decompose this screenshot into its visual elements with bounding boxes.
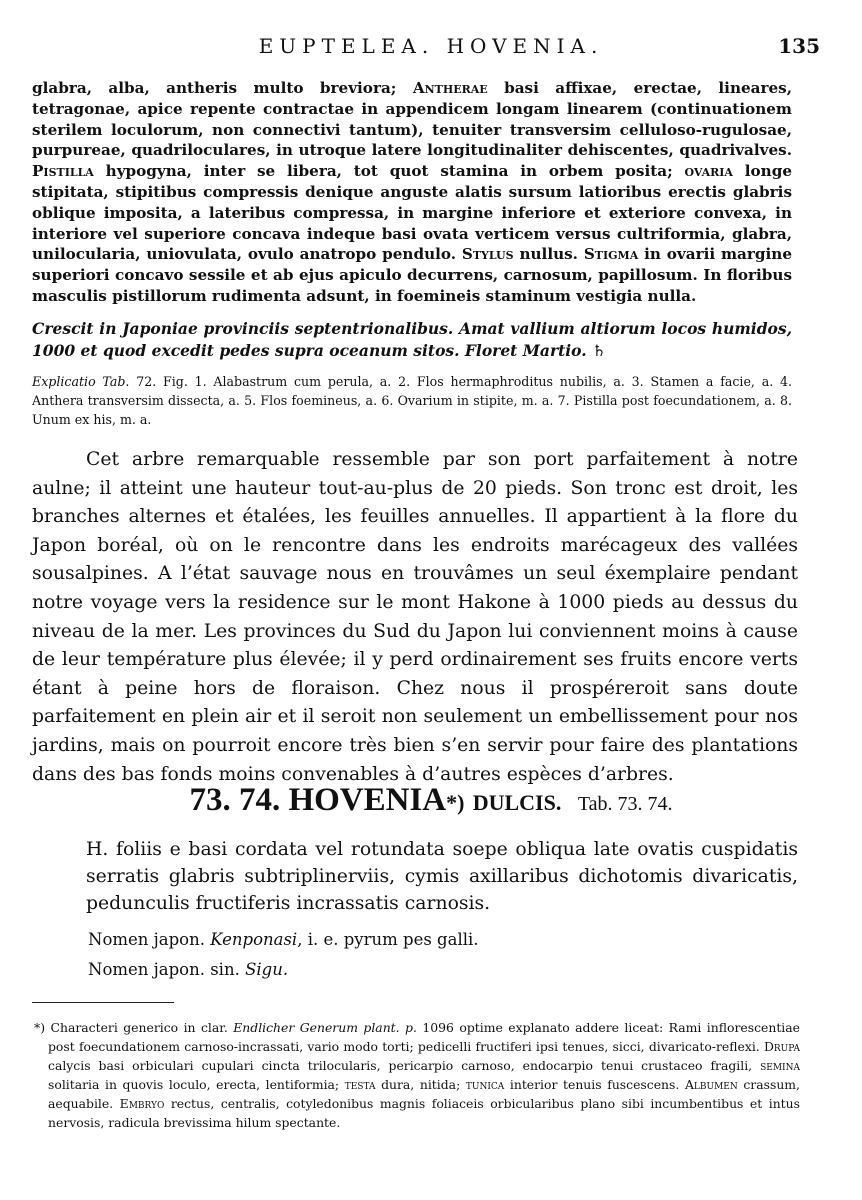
genus-name: HOVENIA xyxy=(288,782,447,818)
desc-text: in ovarii margine superiori concavo sessile et ab ejus apiculo decurrens, carnosum, papillosum. In floribus masculis pistillorum rudimenta adsunt, in foemineis staminum vestigia nulla. xyxy=(32,245,792,305)
explicatio-text: 72. Fig. 1. Alabastrum cum perula, a. 2. Flos hermaphroditus nubilis, a. 3. Stamen a facie, a. 4. Anthera transversim dissecta, a. 5. Flos foemineus, a. 6. Ovarium in stipite, m. a. 7. Pistilla post foecundationem, a. 8. Unum ex his, m. a. xyxy=(32,374,792,427)
footnote xyxy=(34,1018,801,1132)
term-ovaria: ovaria xyxy=(684,162,733,181)
french-paragraph: Cet arbre remarquable ressemble par son port parfaitement à notre aulne; il atteint une hauteur tout-au-plus de 20 pieds. Son tronc est droit, les branches alternes et étalées, les feuilles annuelles. Il appartient à la flore du Japon boréal, où on le rencontre dans les endroits marécageux des vallées sousalpines. A l’état sauvage nous en trouvâmes un seul éxemplaire pendant notre voyage vers la residence sur le mont Hakone à 1000 pieds au dessus du niveau de la mer. Les provinces du Sud du Japon lui conviennent moins à cause de leur température plus élevée; il y perd ordinairement ses fruits encore verts étant à peine hors de floraison. Chez nous il prospéreroit sans doute parfaitement en plein air et il seroit non seulement un embellissement pour nos jardins, mais on pourroit encore très bien s’en servir pour faire des plantations dans des bas fonds moins convenables à d’autres espèces d’arbres. xyxy=(32,449,798,785)
habitat-note: Crescit in Japoniae provinciis septentrionalibus. Amat vallium altiorum locos humidos, 1000 et quod excedit pedes supra oceanum sitos. Floret Martio. ♄ xyxy=(32,319,792,360)
footnote-text: calycis basi orbiculari cupulari cincta trilocularis, pericarpio carnoso, endocarpio tenui crustaceo fragili, xyxy=(48,1058,761,1073)
nomen-gloss: , i. e. pyrum pes galli. xyxy=(297,930,479,949)
species-heading xyxy=(0,782,862,819)
footnote-text: Characteri generico in clar. xyxy=(45,1020,234,1035)
term-testa: testa xyxy=(344,1077,376,1092)
footnote-mark: *) xyxy=(34,1020,46,1035)
term-drupa: Drupa xyxy=(763,1039,800,1054)
desc-text: glabra, alba, antheris multo breviora; xyxy=(32,79,413,97)
page-number: 135 xyxy=(778,34,820,58)
desc-text: nullus. xyxy=(513,245,584,264)
species-epithet: DULCIS. xyxy=(472,790,562,815)
desc-text: hypogyna, inter se libera, tot quot stamina in orbem posita; xyxy=(93,162,685,181)
nomen-value: Kenponasi xyxy=(210,930,298,949)
vernacular-name-japanese xyxy=(88,930,479,949)
explicatio-lead: Explicatio Tab. xyxy=(32,374,130,389)
plate-explanation xyxy=(32,372,792,429)
latin-description xyxy=(32,78,792,307)
term-antherae: Antherae xyxy=(412,79,488,97)
species-number: 73. 74. xyxy=(189,782,281,818)
french-description xyxy=(32,446,798,789)
nomen-value: Sigu. xyxy=(245,960,289,979)
desc-text: longe stipitata, stipitibus compressis denique anguste alatis sursum latioribus erectis glabris oblique imposita, a lateribus compressa, in margine inferiore et exteriore convexa, in interiore vel superiore concava indeque basi ovata verticem versus cultriformia, glabra, unilocularia, uniovulata, ovulo anatropo pendulo. xyxy=(32,162,792,264)
footnote-text: rectus, centralis, cotyledonibus magnis foliaceis orbicularibus plano sibi incumbentibus et intus nervosis, radicula brevissima hilum spectante. xyxy=(48,1096,800,1130)
nomen-label: Nomen japon. xyxy=(88,930,211,949)
running-head xyxy=(0,34,862,60)
footnote-text: dura, nitida; xyxy=(375,1077,466,1092)
species-diagnosis: H. foliis e basi cordata vel rotundata soepe obliqua late ovatis cuspidatis serratis glabris subtriplinerviis, cymis axillaribus dichotomis divaricatis, pedunculis fructiferis incrassatis carnosis. xyxy=(86,839,798,914)
desc-text: basi affixae, erectae, lineares, tetragonae, apice repente contractae in appendicem longam linearem (continuationem sterilem loculorum, non connectivi tantum), tenuiter transversim celluloso-rugulosae, purpureae, quadriloculares, in utroque latere longitudinaliter dehiscentes, quadrivalves. xyxy=(32,79,792,160)
nomen-label: Nomen japon. sin. xyxy=(88,960,246,979)
vernacular-name-sino-japanese xyxy=(88,960,288,979)
term-albumen: Albumen xyxy=(684,1077,738,1092)
plate-reference: Tab. 73. 74. xyxy=(577,793,673,815)
footnote-text: solitaria in quovis loculo, erecta, lentiformia; xyxy=(48,1077,345,1092)
footnote-text: interior tenuis fuscescens. xyxy=(504,1077,685,1092)
footnote-text: 1096 optime explanato addere liceat: Rami inflorescentiae post foecundationem carnoso-incrassati, vario modo torti; pedicelli fructiferi ipsi tenues, sicci, divaricato-reflexi. xyxy=(48,1020,800,1054)
running-title: EUPTELEA. HOVENIA. xyxy=(258,34,604,58)
term-stylus: Stylus xyxy=(461,245,514,264)
term-pistilla: Pistilla xyxy=(32,162,94,181)
term-embryo: Embryo xyxy=(119,1096,165,1111)
term-semina: semina xyxy=(760,1058,800,1073)
footnote-text: crassum, aequabile. xyxy=(48,1077,801,1111)
term-tunica: tunica xyxy=(465,1077,505,1092)
term-stigma: Stigma xyxy=(583,245,639,264)
footnote-reference: *) xyxy=(446,790,465,815)
footnote-divider xyxy=(32,1002,174,1003)
footnote-citation: Endlicher Generum plant. p. xyxy=(233,1020,417,1035)
